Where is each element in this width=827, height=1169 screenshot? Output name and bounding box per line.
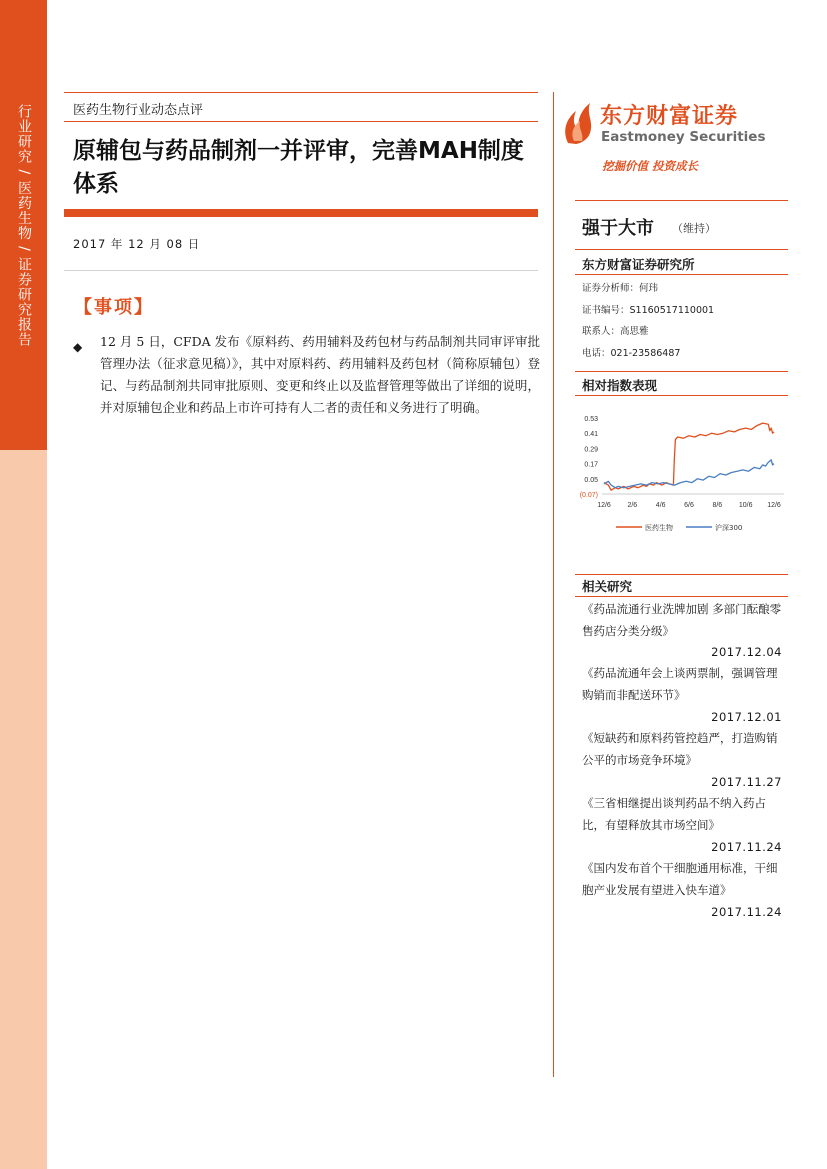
related-item-title[interactable]: 《短缺药和原料药管控趋严，打造购销公平的市场竞争环境》 xyxy=(582,731,778,767)
cert-number: 证书编号：S1160517110001 xyxy=(582,305,715,316)
x-tick-label: 12/6 xyxy=(767,502,781,509)
x-tick-label: 8/6 xyxy=(712,502,723,509)
related-item-date: 2017.11.24 xyxy=(711,905,782,919)
header-mid-rule xyxy=(64,121,538,122)
related-item-date: 2017.12.04 xyxy=(711,645,782,659)
related-item-date: 2017.11.24 xyxy=(711,840,782,854)
chart-section-title: 相对指数表现 xyxy=(582,378,658,393)
column-divider xyxy=(553,92,554,1077)
related-item-title[interactable]: 《三省相继提出谈判药品不纳入药占比，有望释放其市场空间》 xyxy=(582,796,766,832)
rating-top-rule xyxy=(575,200,788,201)
date-divider xyxy=(64,270,538,271)
bullet-diamond-icon: ◆ xyxy=(73,340,83,354)
related-top-rule xyxy=(575,574,788,575)
x-tick-label: 12/6 xyxy=(597,502,611,509)
report-type: 医药生物行业动态点评 xyxy=(73,103,204,118)
page-title: 原辅包与药品制剂一并评审，完善MAH制度体系 xyxy=(73,138,524,197)
chart-title-rule xyxy=(575,395,788,396)
chart-top-rule xyxy=(575,371,788,372)
header-top-rule xyxy=(64,92,538,93)
brand-slogan: 挖掘价值 投资成长 xyxy=(602,159,699,173)
x-tick-label: 4/6 xyxy=(655,502,666,509)
series-line-pharma xyxy=(604,423,774,490)
rating-bottom-rule xyxy=(575,249,788,250)
y-tick-label: 0.29 xyxy=(584,446,598,454)
rating-note: （维持） xyxy=(672,222,716,235)
x-tick-label: 10/6 xyxy=(738,502,753,509)
title-underline-bar xyxy=(64,209,538,217)
rating-label: 强于大市 xyxy=(582,218,654,239)
brand-name-en: Eastmoney Securities xyxy=(601,129,766,145)
x-tick-label: 2/6 xyxy=(627,502,638,509)
legend-label: 医药生物 xyxy=(645,524,673,532)
y-tick-label: 0.17 xyxy=(584,461,598,469)
institute-name: 东方财富证券研究所 xyxy=(582,257,695,272)
analyst-name: 证券分析师：何玮 xyxy=(582,283,659,294)
y-tick-label: 0.41 xyxy=(584,431,598,439)
sidebar-band-bottom xyxy=(0,450,47,1169)
related-item-title[interactable]: 《药品流通行业洗牌加剧 多部门酝酿零售药店分类分级》 xyxy=(582,602,782,638)
related-title-rule xyxy=(575,596,788,597)
related-title: 相关研究 xyxy=(582,579,633,594)
related-item-title[interactable]: 《国内发布首个干细胞通用标准，干细胞产业发展有望进入快车道》 xyxy=(582,861,778,897)
report-date: 2017 年 12 月 08 日 xyxy=(73,237,201,251)
contact-person: 联系人：高思雅 xyxy=(582,326,649,337)
related-item-date: 2017.11.27 xyxy=(711,775,782,789)
event-body-text: 12 月 5 日，CFDA 发布《原料药、药用辅料及药包材与药品制剂共同审评审批管理办法（征求意见稿）》，其中对原料药、药用辅料及药包材（简称原辅包）登记、与药品制剂共同审批原则、变更和终止以及监督管理等做出了详细的说明，并对原辅包企业和药品上市许可持有人二者的责任和义务进行了明确。 xyxy=(100,334,540,415)
contact-phone: 电话：021-23586487 xyxy=(582,348,681,359)
related-item-date: 2017.12.01 xyxy=(711,710,782,724)
brand-name-cn: 东方财富证券 xyxy=(600,104,739,129)
event-heading: 【事项】 xyxy=(74,297,154,318)
relative-index-chart xyxy=(574,402,788,542)
brand-flame-logo-icon xyxy=(560,99,598,145)
series-line-csi300 xyxy=(604,460,774,488)
legend-label: 沪深300 xyxy=(715,524,743,532)
y-tick-label: 0.05 xyxy=(584,476,598,484)
y-tick-label: (0.07) xyxy=(579,492,598,499)
sidebar-label: 行业研究 / 医药生物 / 证券研究报告 xyxy=(16,104,32,348)
y-tick-label: 0.53 xyxy=(584,416,598,423)
related-item-title[interactable]: 《药品流通年会上谈两票制，强调管理购销而非配送环节》 xyxy=(582,666,778,702)
x-tick-label: 6/6 xyxy=(684,502,694,509)
institute-rule xyxy=(575,274,788,275)
